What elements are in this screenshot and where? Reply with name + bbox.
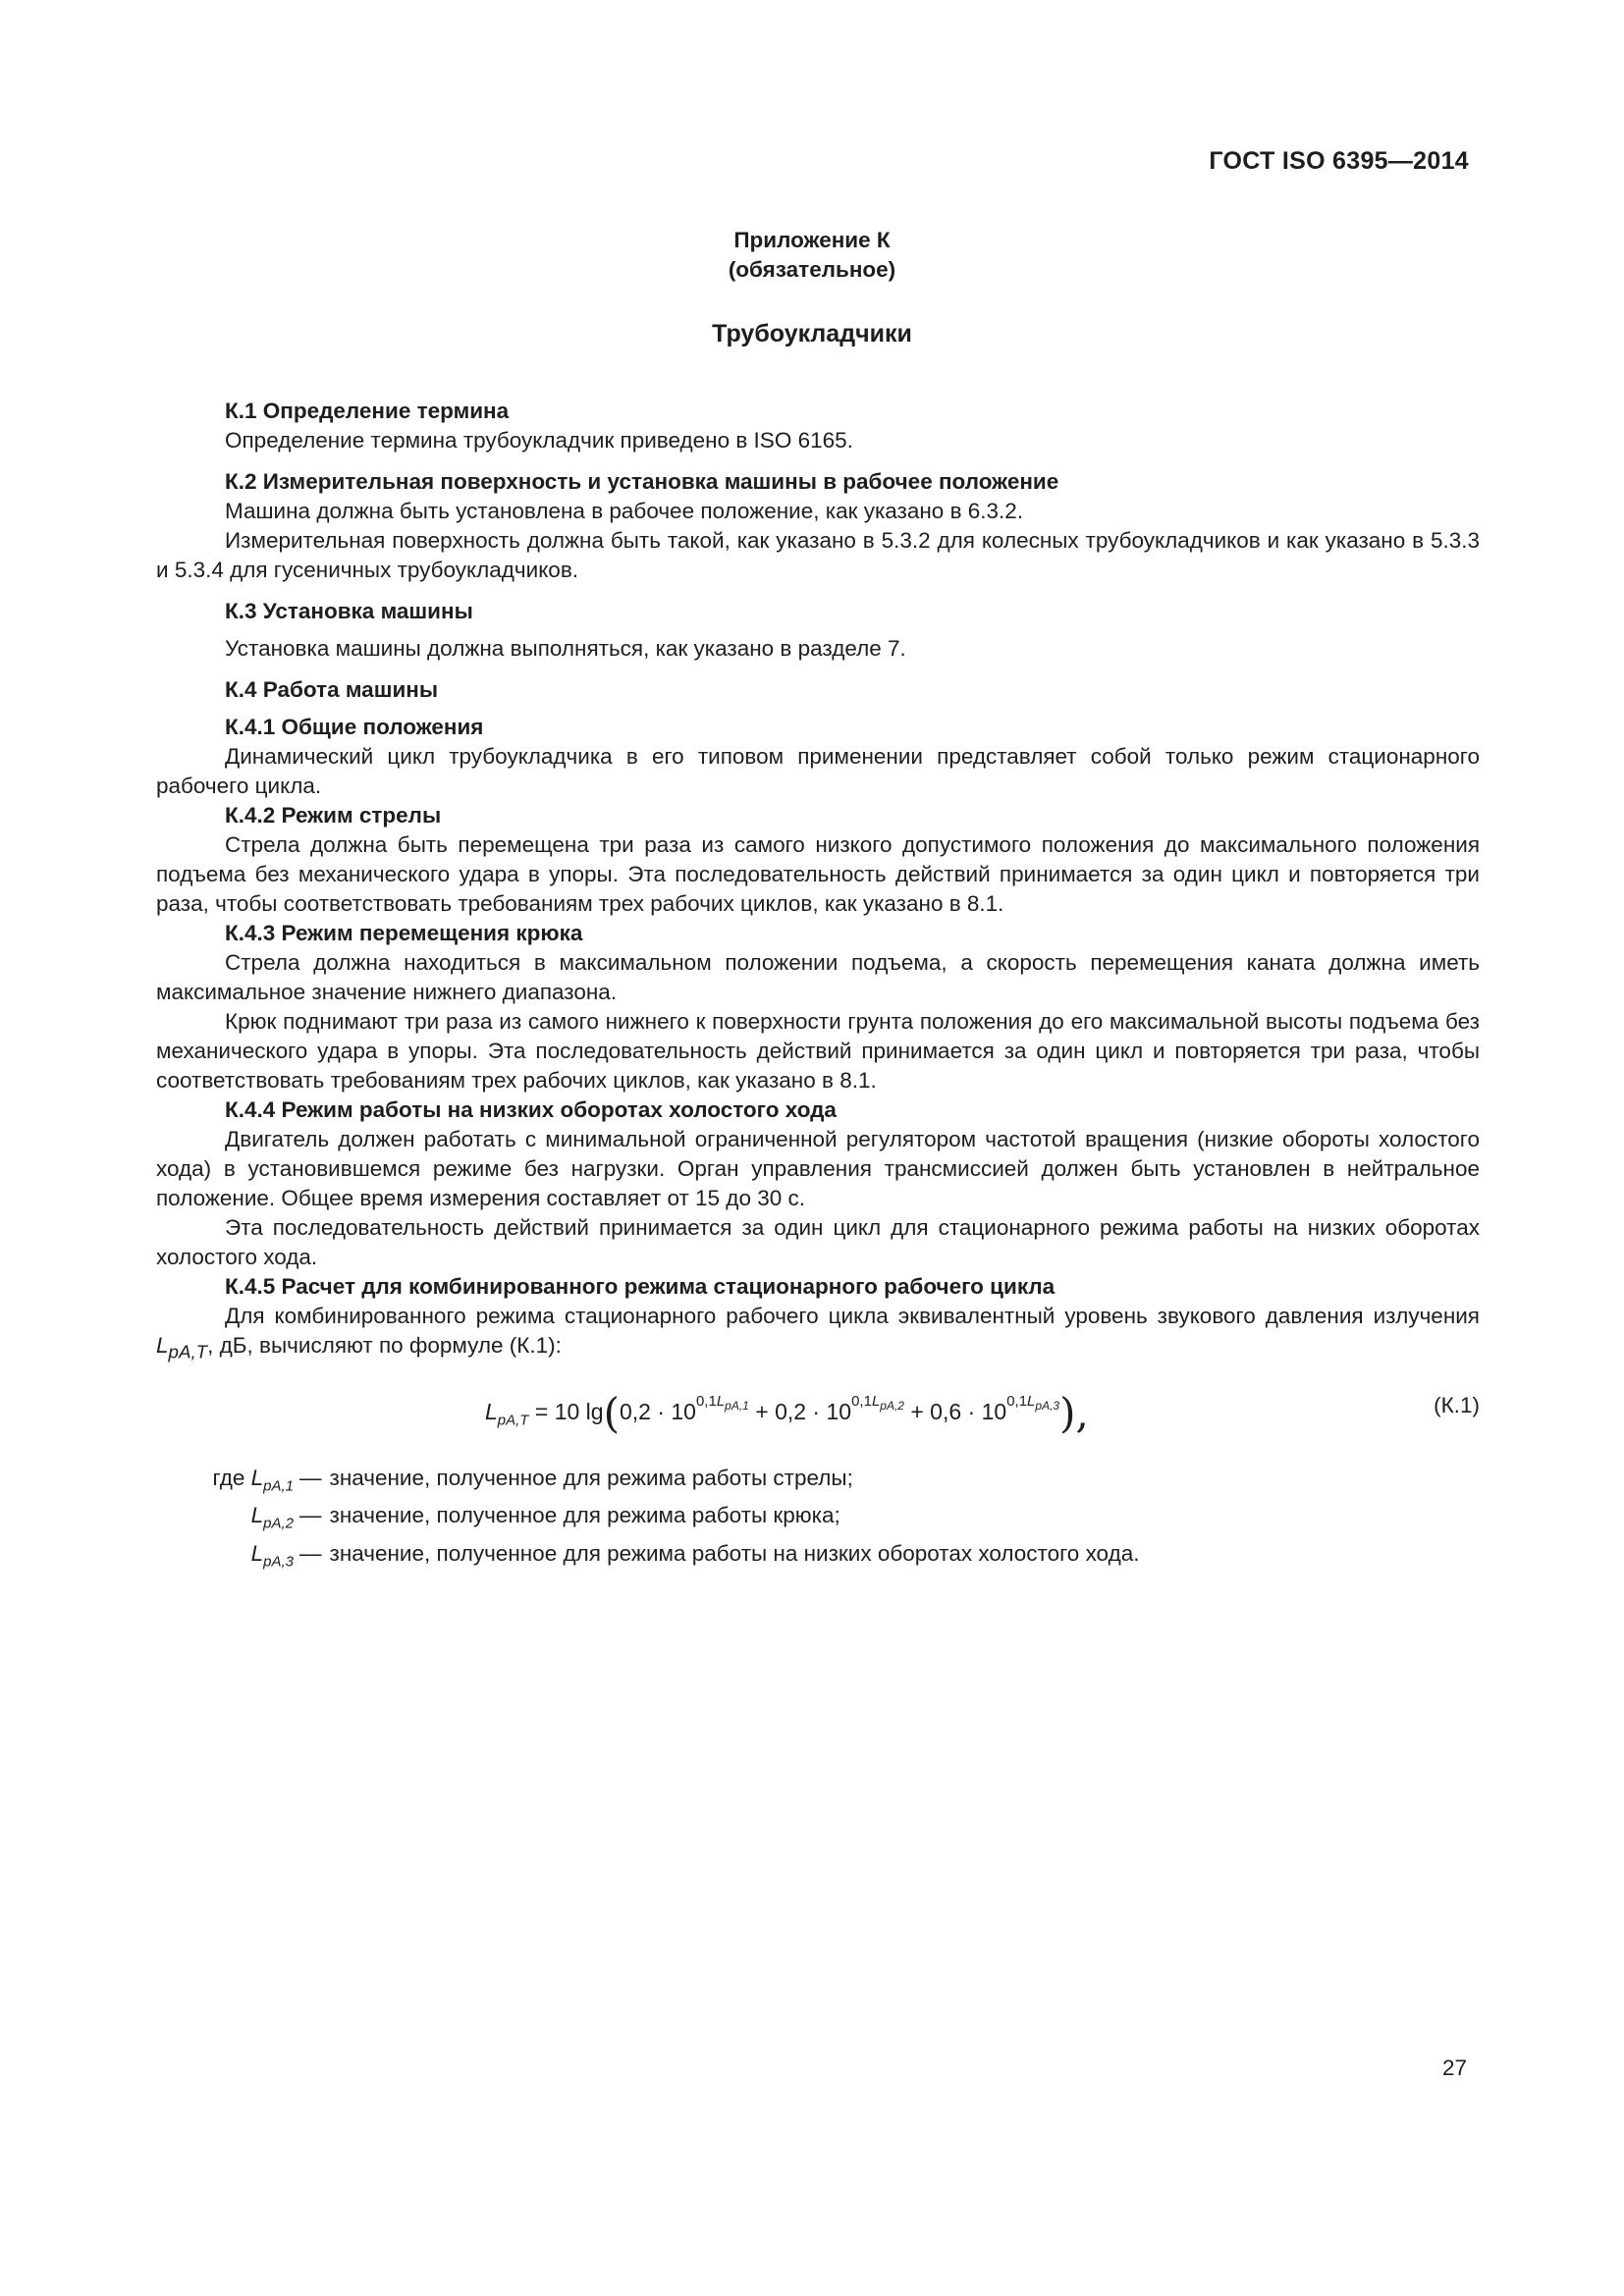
paragraph: Эта последовательность действий принимается за один цикл для стационарного режима работы на низких оборотах холостого хода. [156,1215,1480,1269]
subsection-heading-k42: К.4.2 Режим стрелы [225,803,442,828]
formula-k1 [156,1381,1480,1442]
subsection-heading-k44: К.4.4 Режим работы на низких оборотах холостого хода [225,1097,837,1122]
paragraph: Измерительная поверхность должна быть такой, как указано в 5.3.2 для колесных трубоукладчиков и как указано в 5.3.3 и 5.3.4 для гусеничных трубоукладчиков. [156,528,1480,582]
paragraph: Динамический цикл трубоукладчика в его типовом применении представляет собой только режим стационарного рабочего цикла. [156,744,1480,798]
section-heading-k2: К.2 Измерительная поверхность и установка машины в рабочее положение [225,469,1059,494]
section-heading-k3: К.3 Установка машины [225,599,473,623]
paragraph: Определение термина трубоукладчик приведено в ISO 6165. [225,428,853,453]
section-heading-k1: К.1 Определение термина [225,399,510,423]
legend-row: $L_{pA,3}$ — значение, полученное для режима работы на низких оборотах холостого хода. [250,1540,1140,1570]
document-body [156,397,1480,1576]
formula-expression: $L_{pA,T} = 10$ $\lg(0,2 \cdot 10^{0,1L_{pA,1}} + 0,2 \cdot 10^{0,1L_{pA,2}} + 0,6 \cdot 10^{0,1L_{pA,3}})$, [485,1388,1089,1437]
subsection-heading-k41: К.4.1 Общие положения [225,715,484,739]
annex-status: (обязательное) [728,257,896,282]
legend-row: $L_{pA,2}$ — значение, полученное для режима работы крюка; [250,1503,840,1532]
paragraph: Машина должна быть установлена в рабочее положение, как указано в 6.3.2. [225,499,1024,523]
legend-row: где $L_{pA,1}$ — значение, полученное для режима работы стрелы; [212,1465,853,1494]
symbol-l: L [156,1333,169,1358]
paragraph-formula-intro: Для комбинированного режима стационарного рабочего цикла эквивалентный уровень звукового давления излучения $L_{pA,T}$, дБ, вычисляют по формуле (К.1): [156,1304,1480,1362]
document-code: ГОСТ ISO 6395—2014 [1209,147,1469,175]
formula-legend [156,1464,1480,1577]
paragraph: Стрела должна быть перемещена три раза из самого низкого допустимого положения до максимального положения подъема без механического удара в упоры. Эта последовательность действий принимается за один цикл и повторяется три раза, чтобы соответствовать требованиям трех рабочих циклов, как указано в 8.1. [156,832,1480,916]
annex-title: Приложение К [733,228,891,252]
subsection-heading-k45: К.4.5 Расчет для комбинированного режима стационарного рабочего цикла [225,1274,1056,1299]
section-heading-k4: К.4 Работа машины [225,677,439,702]
formula-number: (К.1) [1434,1392,1480,1417]
annex-name: Трубоукладчики [712,320,912,347]
paragraph: Двигатель должен работать с минимальной ограниченной регулятором частотой вращения (низкие обороты холостого хода) в установившемся режиме без нагрузки. Орган управления трансмиссией должен быть установлен в нейтральное положение. Общее время измерения составляет от 15 до 30 с. [156,1127,1480,1210]
paragraph: Стрела должна находиться в максимальном положении подъема, а скорость перемещения каната должна иметь максимальное значение нижнего диапазона. [156,950,1480,1004]
paragraph: Крюк поднимают три раза из самого нижнего к поверхности грунта положения до его максимальной высоты подъема без механического удара в упоры. Эта последовательность действий принимается за один цикл и повторяется три раза, чтобы соответствовать требованиям трех рабочих циклов, как указано в 8.1. [156,1009,1480,1093]
page-number: 27 [1441,2056,1467,2080]
paragraph: Установка машины должна выполняться, как указано в разделе 7. [225,636,906,661]
subsection-heading-k43: К.4.3 Режим перемещения крюка [225,921,583,945]
